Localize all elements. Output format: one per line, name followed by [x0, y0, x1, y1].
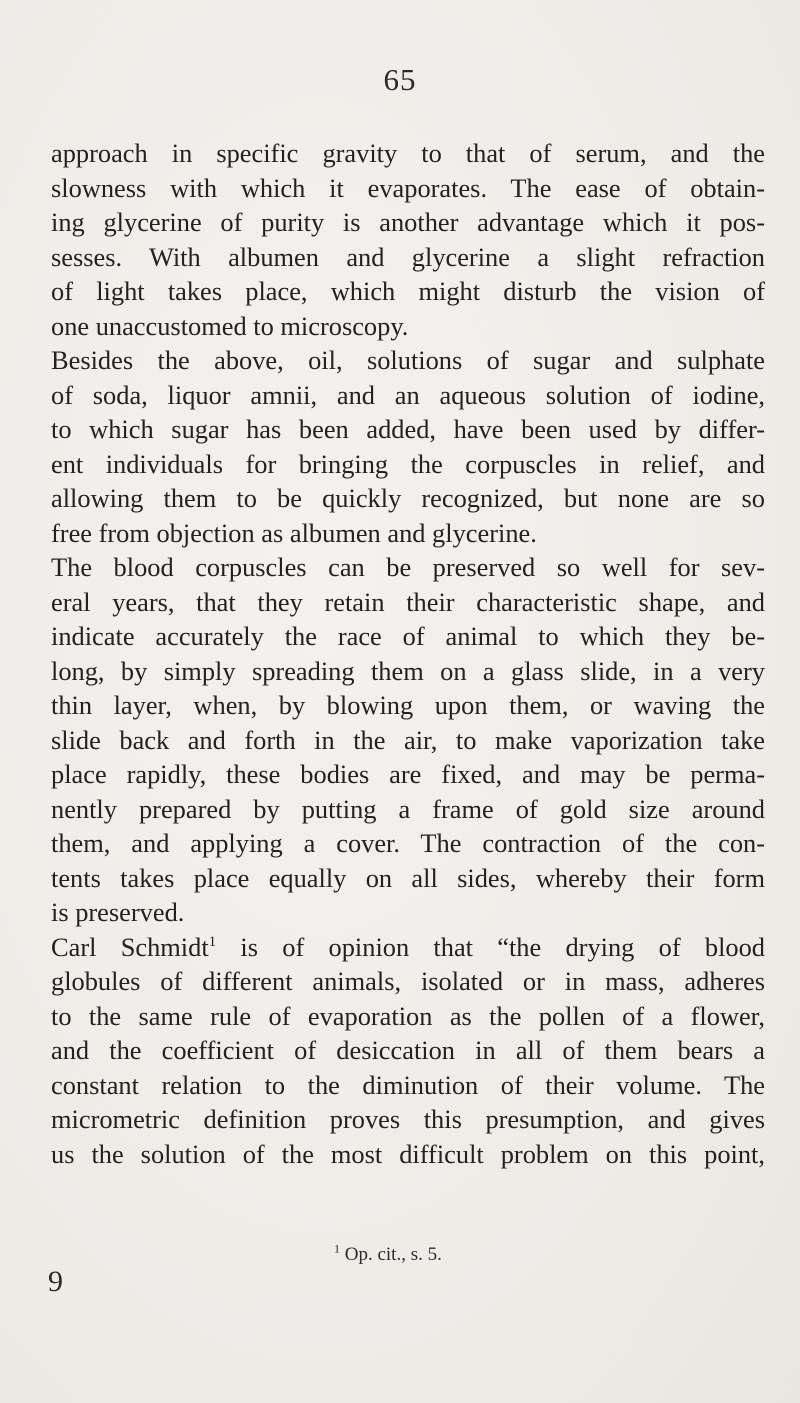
text-line: sesses. With albumen and glycerine a slight refraction	[51, 241, 765, 272]
text-line: place rapidly, these bodies are fixed, and may be perma-	[51, 759, 765, 789]
footnote-reference: 1	[208, 933, 217, 950]
text-line: nently prepared by putting a frame of gold size around	[51, 793, 765, 824]
text-line: one unaccustomed to microscopy.	[51, 310, 409, 341]
paragraph-start-line	[51, 930, 765, 965]
page-number: 65	[383, 62, 417, 97]
text-line: globules of different animals, isolated or in mass, adheres	[51, 966, 765, 996]
text-line: ent individuals for bringing the corpuscles in relief, and	[51, 448, 765, 479]
text-line: of soda, liquor amnii, and an aqueous solution of iodine,	[51, 379, 765, 410]
text-line: micrometric definition proves this presumption, and gives	[51, 1104, 765, 1134]
signature-mark: 9	[48, 1265, 63, 1298]
footnote-marker: 1	[334, 1241, 340, 1256]
text-line: thin layer, when, by blowing upon them, or waving the	[51, 690, 765, 720]
text-line: free from objection as albumen and glycerine.	[51, 517, 537, 548]
text-line: us the solution of the most difficult problem on this point,	[51, 1138, 765, 1169]
schmidt-quote-start: is of opinion that “the drying of blood	[216, 931, 765, 962]
text-line: indicate accurately the race of animal to which they be-	[51, 621, 765, 651]
text-line: constant relation to the diminution of their volume. The	[51, 1069, 765, 1100]
schmidt-name: Carl Schmidt	[51, 931, 209, 962]
text-line: eral years, that they retain their characteristic shape, and	[51, 586, 765, 617]
text-line: approach in specific gravity to that of serum, and the	[51, 138, 765, 168]
text-line: of light takes place, which might disturb the vision of	[51, 276, 765, 306]
text-line: slowness with which it evaporates. The ease of obtain-	[51, 172, 765, 203]
text-line: tents takes place equally on all sides, whereby their form	[51, 862, 765, 893]
footnote-text: Op. cit., s. 5.	[340, 1244, 442, 1265]
paragraph-start-line: The blood corpuscles can be preserved so well for sev-	[51, 552, 765, 582]
text-line: to the same rule of evaporation as the pollen of a flower,	[51, 1000, 765, 1031]
text-line: to which sugar has been added, have been used by differ-	[51, 414, 765, 444]
text-line: long, by simply spreading them on a glass slide, in a very	[51, 655, 765, 686]
text-line: is preserved.	[51, 897, 185, 927]
text-line: them, and applying a cover. The contraction of the con-	[51, 828, 765, 858]
text-line: and the coefficient of desiccation in all of them bears a	[51, 1035, 765, 1065]
text-line: slide back and forth in the air, to make vaporization take	[51, 724, 765, 755]
body-text	[51, 136, 765, 1171]
footnote	[334, 1241, 442, 1266]
text-line: ing glycerine of purity is another advantage which it pos-	[51, 207, 765, 237]
paragraph-start-line: Besides the above, oil, solutions of sugar and sulphate	[51, 345, 765, 375]
text-line: allowing them to be quickly recognized, but none are so	[51, 483, 765, 513]
